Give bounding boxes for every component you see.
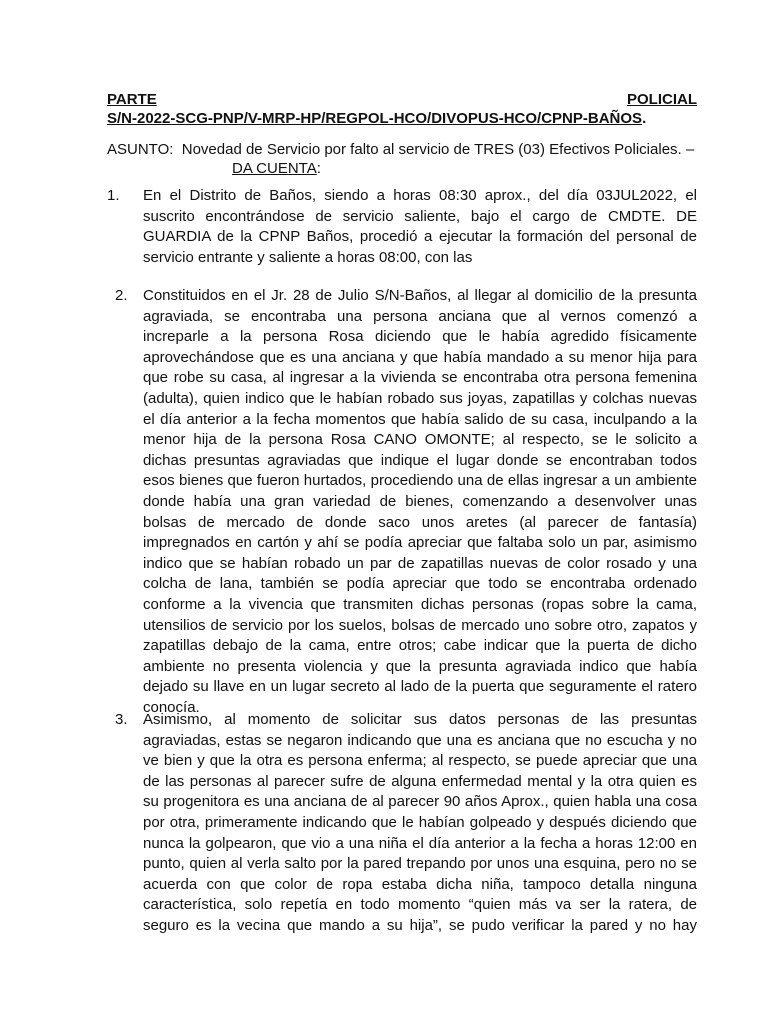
text-line: acuerda con que color de ropa estaba dicha niña, tampoco detalla ninguna <box>143 875 697 893</box>
text-line: indico que se habían robado un par de zapatillas nuevas de color rosado y una <box>143 554 697 572</box>
text-line: agraviada, se encontraba una persona anciana que al vernos comenzó a <box>143 307 697 325</box>
text-line: ve bien y que la otra es persona enferma; al respecto, se puede apreciar que una <box>143 752 697 770</box>
text-line: menor hija de la persona Rosa CANO OMONTE; al respecto, se le solicito a <box>143 431 697 449</box>
paragraph-number: 1. <box>107 187 120 204</box>
text-line: donde había una gran variedad de bienes, comenzando a desenvolver unas <box>143 492 697 510</box>
text-line: servicio entrante y saliente a horas 08:00, con las <box>143 248 473 266</box>
report-code-suffix: . <box>642 110 647 127</box>
paragraph-item-2 <box>107 286 697 718</box>
report-code <box>107 110 707 127</box>
text-line: ambiente no presenta violencia y que la presunta agraviada indico que había <box>143 657 697 675</box>
paragraph-item-3 <box>107 710 697 937</box>
paragraph-number: 3. <box>115 711 128 728</box>
text-line: GUARDIA de la CPNP Baños, procedió a ejecutar la formación del personal de <box>143 228 697 246</box>
text-line: característica, solo repetía en todo momento “quien más va ser la ratera, de <box>143 896 697 914</box>
paragraph-text <box>143 710 697 937</box>
da-cuenta-text: DA CUENTA <box>232 160 317 177</box>
asunto-label: ASUNTO: <box>107 141 174 158</box>
text-line: Asimismo, al momento de solicitar sus datos personas de las presuntas <box>143 711 697 728</box>
text-line: aprovechándose que es una anciana y que había mandado a su menor hija para <box>143 348 697 366</box>
report-code-text: S/N-2022-SCG-PNP/V-MRP-HP/REGPOL-HCO/DIVOPUS-HCO/CPNP-BAÑOS <box>107 110 643 127</box>
text-line: esos bienes que fueron hurtados, procediendo una de ellas ingresar a un ambiente <box>143 472 697 490</box>
paragraph-item-1 <box>107 186 697 268</box>
title-word-policial: POLICIAL <box>627 91 697 108</box>
text-line: agraviadas, estas se negaron indicando que una es anciana que no escucha y no <box>143 731 697 749</box>
text-line: nunca la golpearon, que vio a una niña el día anterior a la fecha a horas 12:00 en <box>143 834 697 852</box>
text-line: que robe su casa, al ingresar a la vivienda se encontraba otra persona femenina <box>143 369 697 387</box>
text-line: Constituidos en el Jr. 28 de Julio S/N-Baños, al llegar al domicilio de la presunta <box>143 287 697 304</box>
text-line: de las personas al parecer sufre de alguna enfermedad mental y la otra quien es <box>143 772 697 790</box>
text-line: seguro es la vecina que mando a su hija”, se pudo verificar la pared y no hay <box>143 916 697 934</box>
paragraph-number: 2. <box>115 287 128 304</box>
asunto-text: Novedad de Servicio por falto al servicio de TRES (03) Efectivos Policiales. – <box>181 141 695 158</box>
text-line: dichas presuntas agraviadas que indique el lugar donde se encontraban todos <box>143 451 697 469</box>
text-line: colcha de lana, también se podía apreciar que todo se encontraba ordenado <box>143 575 697 593</box>
paragraph-text <box>143 286 697 718</box>
text-line: por otra, primeramente indicando que le habían golpeado y después diciendo que <box>143 813 697 831</box>
text-line: suscrito encontrándose de servicio saliente, bajo el cargo de CMDTE. DE <box>143 207 697 225</box>
text-line: En el Distrito de Baños, siendo a horas 08:30 aprox., del día 03JUL2022, el <box>143 187 697 204</box>
title-word-parte: PARTE <box>107 91 157 108</box>
text-line: punto, quien al verla salto por la pared trepando por unos una esquina, pero no se <box>143 855 697 873</box>
text-line: conforme a la vivencia que transmiten dichas personas (ropas sobre la cama, <box>143 595 697 613</box>
text-line: su progenitora es una anciana de al parecer 90 años Aprox., quien habla una cosa <box>143 793 697 811</box>
text-line: el día anterior a la fecha momentos que había salido de su casa, inculpando a la <box>143 410 697 428</box>
text-line: zapatillas debajo de la cama, entre otros; cabe indicar que la puerta de dicho <box>143 637 697 655</box>
text-line: (adulta), quien indico que le habían robado sus joyas, zapatillas y colchas nuevas <box>143 389 697 407</box>
report-title-heading <box>107 91 697 108</box>
text-line: bolsas de mercado de donde saco unos aretes (al parecer de fantasía) <box>143 513 697 531</box>
da-cuenta-suffix: : <box>316 160 321 177</box>
asunto-block <box>107 140 707 178</box>
text-line: increparle a la persona Rosa diciendo que le había agredido físicamente <box>143 328 697 346</box>
text-line: utensilios de servicio por los suelos, bolsas de mercado uno sobre otro, zapatos y <box>143 616 697 634</box>
text-line: conocía. <box>143 698 200 716</box>
text-line: dejado su llave en un lugar secreto al lado de la puerta que seguramente el ratero <box>143 678 697 696</box>
text-line: impregnados en cartón y ahí se podía apreciar que faltaba solo un par, asimismo <box>143 534 697 552</box>
paragraph-text <box>143 186 697 268</box>
